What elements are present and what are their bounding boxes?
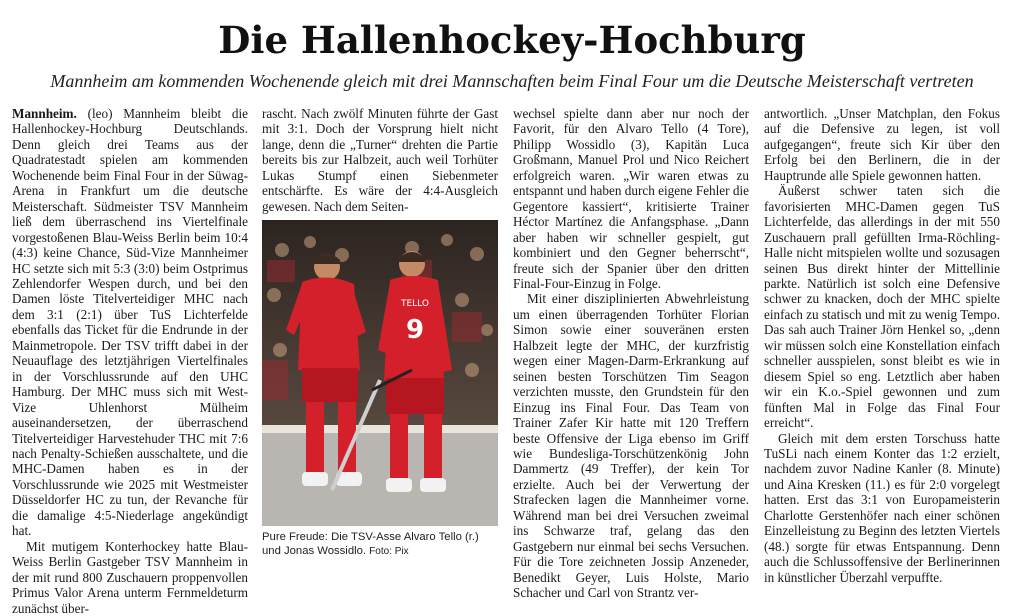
author-tag: (leo) [87, 106, 113, 121]
article-column-4 [764, 106, 1000, 585]
paragraph: rascht. Nach zwölf Minuten führte der Gast mit 3:1. Doch der Vorsprung hielt nicht lange, denn die „Turner“ drehten die Partie bereits bis zur Halbzeit, auch weil Torhüter Lukas Stumpf einen Siebenmeter entschärfte. Es wäre der 4:4-Ausgleich gewesen. Nach dem Seiten- [262, 106, 498, 214]
headline: Die Hallenhockey-Hochburg [218, 18, 806, 62]
paragraph-text: Mannheim bleibt die Hallenhockey-Hochburg Deutschlands. Denn gleich drei Teams aus der Quadratestadt spielen am kommenden Wochenende beim Final Four in der Süwag-Arena in Frankfurt um die deutsche Meisterschaft. Südmeister TSV Mannheim ließ dem überraschend ins Viertelfinale vorgestoßenen Blau-Weiss Berlin beim 10:4 (4:3) keine Chance, Süd-Vize Mannheimer HC setzte sich mit 5:3 (3:0) beim Ostprimus Zehlendorfer Wespen durch, und bei den Damen löste Titelverteidiger MHC nach dem 3:1 (2:1) über TuS Lichterfelde ebenfalls das Ticket für die Endrunde in der Mainmetropole. Der TSV trifft dabei in der Neuauflage des letztjährigen Viertelfinales in der Vorschlussrunde auf den UHC Hamburg. Der MHC muss sich mit West-Vize Uhlenhorst Mülheim auseinandersetzen, der überraschend Titelverteidiger Harvestehuder THC mit 7:6 nach Penalty-Schießen ausschaltete, und die MHC-Damen haben es in der Vorschlussrunde wie 2025 mit Westmeister Düsseldorfer HC zu tun, der Revanche für die damalige 4:5-Niederlage angekündigt hat. [12, 106, 249, 539]
hockey-players-image [262, 220, 498, 526]
paragraph: wechsel spielte dann aber nur noch der Favorit, für den Alvaro Tello (4 Tore), Philipp Wossidlo (3), Kapitän Luca Großmann, Manuel Prol und Nico Reichert erfolgreich waren. „Wir waren etwas zu entspannt und haben durch eigene Fehler die Gegentore kassiert“, kritisierte Trainer Héctor Martínez die Anfangsphase. „Dann aber haben wir schneller gespielt, gut kombiniert und den Gegner beherrscht“, freute sich der Spanier über den dritten Final-Four-Einzug in Folge. [513, 106, 749, 291]
article-column-2 [262, 106, 498, 214]
jersey-name: TELLO [401, 299, 429, 309]
paragraph: Äußerst schwer taten sich die favorisierten MHC-Damen gegen TuS Lichterfelde, das allerdings in der mit 550 Zuschauern prall gefüllten Irma-Röchling-Halle nicht mitspielen wollte und sozusagen seinen Bus direkt hinter der Mittellinie parkte. Natürlich ist solch eine Defensive schwer zu knacken, doch der MHC spielte einfach zu statisch und mit zu wenig Tempo. Das sah auch Trainer Jörn Henkel so, „denn wir müssen solch eine Konstellation einfach schneller ausspielen, sonst bleibt es wie in diesem Spiel so eng. Letztlich aber haben wir ein K.o.-Spiel gewonnen und zum fünften Mal in Folge das Final Four erreicht“. [764, 183, 1000, 431]
paragraph: Mit mutigem Konterhockey hatte Blau-Weiss Berlin Gastgeber TSV Mannheim in der mit rund 800 Zuschauern proppenvollen Primus Valor Arena unterm Fernmeldeturm zunächst über- [12, 538, 248, 616]
article-column-3 [513, 106, 749, 601]
article-photo [262, 220, 498, 526]
photo-caption [262, 530, 498, 559]
paragraph: Gleich mit dem ersten Torschuss hatte TuSLi nach einem Konter das 1:2 erzielt, nachdem zuvor Nadine Kanler (8. Minute) und Aina Kresken (11.) es für 2:0 vorgelegt hatten. Erst das 3:1 von Europameisterin Charlotte Gerstenhöfer nach einer schönen Einzelleistung zu Beginn des letzten Viertels (48.) sorgte für etwas Entspannung. Denn auch die Schlussoffensive der Berlinerinnen in künstlicher Überzahl verpuffte. [764, 430, 1000, 585]
caption-text: Pure Freude: Die TSV-Asse Alvaro Tello (r.) und Jonas Wossidlo. [262, 531, 479, 557]
paragraph [12, 106, 248, 539]
dateline: Mannheim. [12, 106, 77, 121]
article-column-1 [12, 106, 249, 616]
paragraph: antwortlich. „Unser Matchplan, den Fokus auf die Defensive zu legen, ist voll aufgegangen“, freute sich Kir über den Erfolg bei den Berlinern, die in der Hauptrunde alle Spiele gewonnen hatten. [764, 106, 1000, 183]
jersey-number: 9 [405, 315, 425, 345]
photo-credit: Foto: Pix [369, 546, 409, 557]
paragraph: Mit einer disziplinierten Abwehrleistung um einen überragenden Torhüter Florian Simon sowie einer souveränen ersten Halbzeit legte der MHC, der kurzfristig wegen einer Magen-Darm-Erkrankung auf seinen besten Torschützen Tim Seagon verzichten musste, den Grundstein für den Einzug ins Final Four. Das Team von Trainer Zafer Kir hatte mit 120 Treffern beste Offensive der Liga ebenso im Griff wie Bundesliga-Torschützenkönig John Dammertz (49 Treffer), der kein Tor erzielte. Auch bei der Verwertung der Strafecken lagen die Mannheimer vorne. Während man bei drei Versuchen zweimal ins Schwarze traf, gelang das den Gastgebern nur einmal bei sechs Versuchen. Für die Tore zeichneten Jossip Anzeneder, Benedikt Geyer, Luis Holste, Mario Schacher und Carl von Strantz ver- [513, 291, 749, 601]
subheadline: Mannheim am kommenden Wochenende gleich mit drei Mannschaften beim Final Four um die Deutsche Meisterschaft vertreten [50, 71, 974, 91]
